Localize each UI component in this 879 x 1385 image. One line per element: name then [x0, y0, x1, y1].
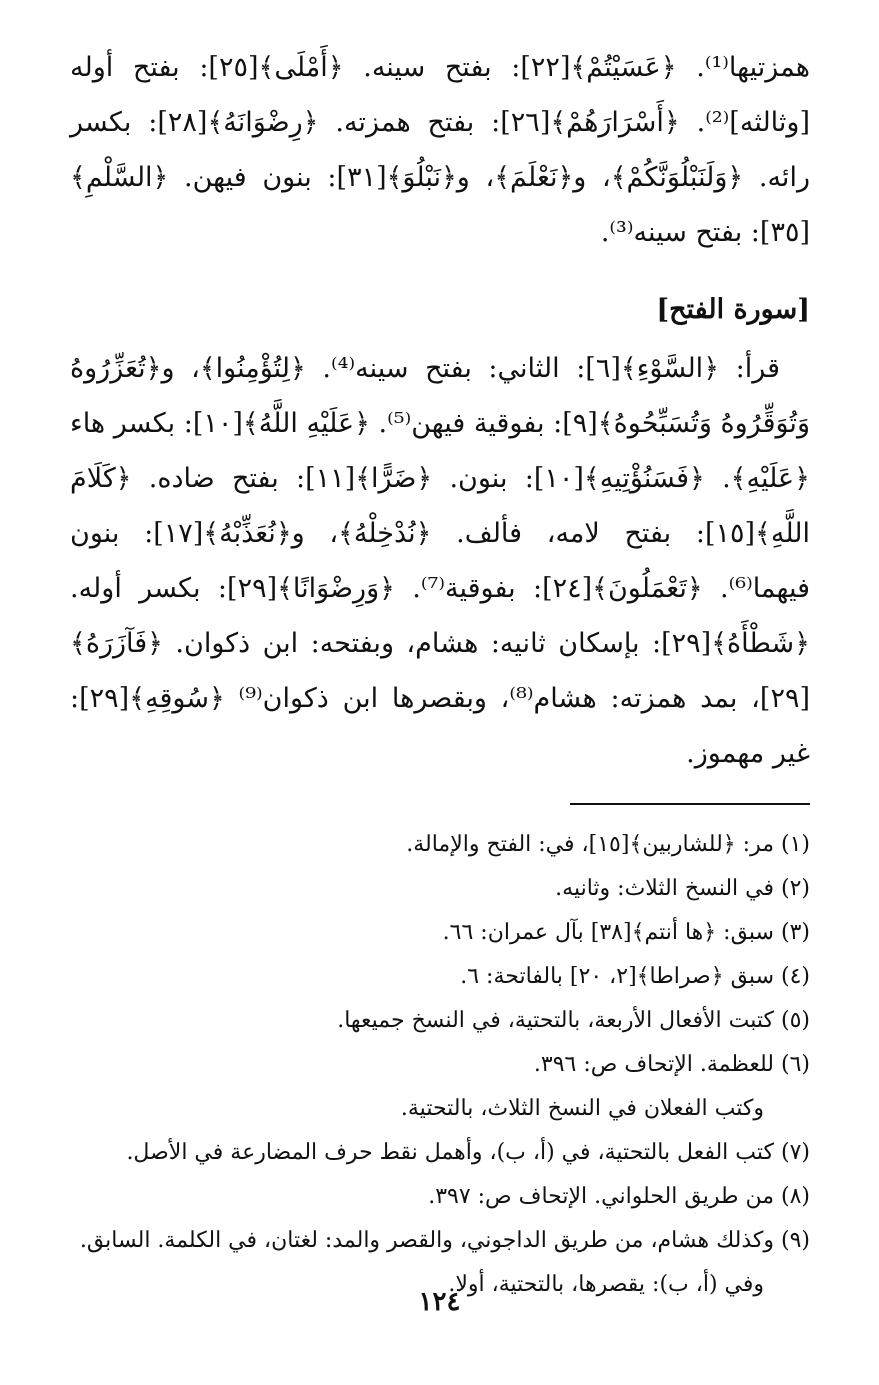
footnote: (٨) من طريق الحلواني. الإتحاف ص: ٣٩٧. [428, 1184, 810, 1209]
paragraph: همزتيها⁽¹⁾. ﴿عَسَيْتُمْ﴾[٢٢]: بفتح سينه. ﴿أَمْلَى﴾[٢٥]: بفتح أوله [وثالثه]⁽²⁾. ﴿أَسْرَارَهُمْ﴾[٢٦]: بفتح همزته. ﴿رِضْوَانَهُ﴾[٢٨]: بكسر رائه. ﴿وَلَنَبْلُوَنَّكُمْ﴾، و﴿نَعْلَمَ﴾، و﴿نَبْلُوَ﴾[٣١]: بنون فيهن. ﴿السَّلْمِ﴾[٣٥]: بفتح سينه⁽³⁾. [70, 52, 810, 248]
footnotes [70, 823, 810, 1307]
footnote: (١) مر: ﴿للشاربين﴾[١٥]، في: الفتح والإمالة. [406, 832, 810, 857]
footnote-separator [570, 803, 810, 805]
footnote: (٩) وكذلك هشام، من طريق الداجوني، والقصر والمد: لغتان، في الكلمة. السابق. [79, 1228, 810, 1253]
footnote: (٣) سبق: ﴿ها أنتم﴾[٣٨] بآل عمران: ٦٦. [442, 920, 810, 945]
page-content [70, 40, 810, 1307]
paragraph: قرأ: ﴿السَّوْءِ﴾[٦]: الثاني: بفتح سينه⁽⁴⁾. ﴿لِتُؤْمِنُوا﴾، و﴿تُعَزِّرُوهُ وَتُوَقِّرُوهُ وَتُسَبِّحُوهُ﴾[٩]: بفوقية فيهن⁽⁵⁾. ﴿عَلَيْهِ اللَّهُ﴾[١٠]: بكسر هاء ﴿عَلَيْهِ﴾. ﴿فَسَنُؤْتِيهِ﴾[١٠]: بنون. ﴿ضَرًّا﴾[١١]: بفتح ضاده. ﴿كَلَامَ اللَّهِ﴾[١٥]: بفتح لامه، فألف. ﴿نُدْخِلْهُ﴾، و﴿نُعَذِّبْهُ﴾[١٧]: بنون فيهما⁽⁶⁾. ﴿تَعْمَلُونَ﴾[٢٤]: بفوقية⁽⁷⁾. ﴿وَرِضْوَانًا﴾[٢٩]: بكسر أوله. ﴿شَطْأَهُ﴾[٢٩]: بإسكان ثانيه: هشام، وبفتحه: ابن ذكوان. ﴿فَآزَرَهُ﴾[٢٩]، بمد همزته: هشام⁽⁸⁾، وبقصرها ابن ذكوان⁽⁹⁾ ﴿سُوقِهِ﴾[٢٩]: غير مهموز. [70, 353, 811, 769]
footnote: (٧) كتب الفعل بالتحتية، في (أ، ب)، وأهمل نقط حرف المضارعة في الأصل. [126, 1140, 810, 1165]
page-number: ١٢٤ [418, 1287, 461, 1317]
footnote: (٤) سبق ﴿صراطا﴾[٢، ٢٠] بالفاتحة: ٦. [460, 964, 810, 989]
footnote: (٥) كتبت الأفعال الأربعة، بالتحتية، في النسخ جميعها. [337, 1008, 810, 1033]
footnote-continuation: وكتب الفعلان في النسخ الثلاث، بالتحتية. [400, 1096, 764, 1121]
footnote: (٢) في النسخ الثلاث: وثانيه. [555, 876, 810, 901]
section-title: [سورة الفتح] [656, 294, 810, 325]
footnote-continuation: وفي (أ، ب): يقصرها، بالتحتية، أولا. [448, 1272, 764, 1297]
main-text [70, 40, 810, 781]
footnote: (٦) للعظمة. الإتحاف ص: ٣٩٦. [533, 1052, 810, 1077]
